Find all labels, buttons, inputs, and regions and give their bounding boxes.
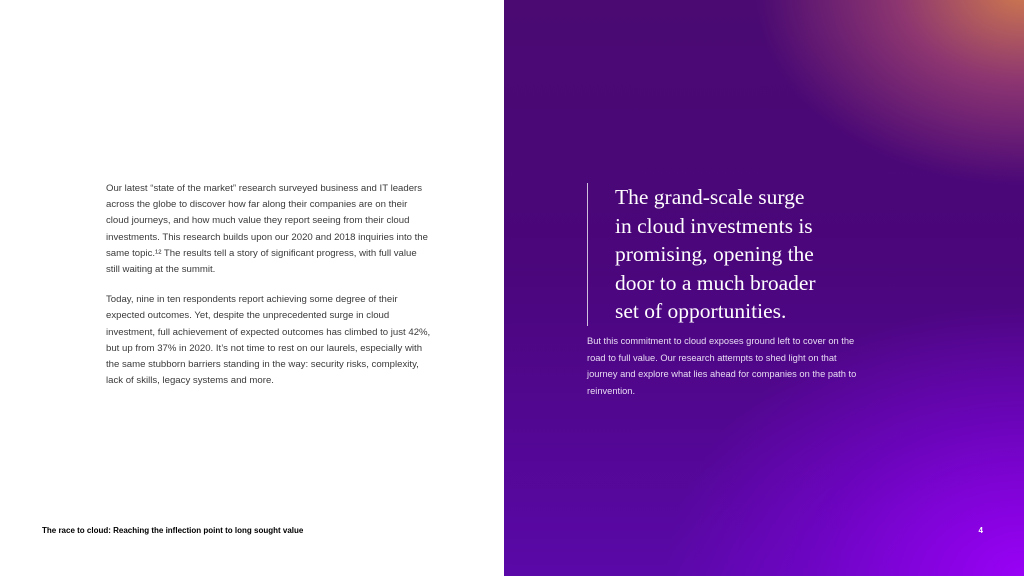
pull-quote-line-5: set of opportunities. <box>615 299 787 324</box>
body-paragraph-2: Today, nine in ten respondents report achieving some degree of their expected outcomes. Yet, despite the unprecedented surge in cloud investment, full achievement of expected outcomes has climbed to just 42%, but up from 37% in 2020. It’s not time to rest on our laurels, especially with the same stubborn barriers standing in the way: security risks, complexity, lack of skills, legacy systems and more. <box>106 294 431 387</box>
right-panel <box>504 0 1024 576</box>
pull-quote-line-4: door to a much broader <box>615 270 816 295</box>
left-panel <box>0 0 504 576</box>
page-number: 4 <box>978 526 983 535</box>
pull-quote-line-1: The grand-scale surge <box>615 185 805 209</box>
pull-quote-line-2: in cloud investments is <box>615 213 813 238</box>
pull-quote <box>587 183 875 326</box>
body-copy <box>106 181 432 403</box>
right-paragraph: But this commitment to cloud exposes ground left to cover on the road to full value. Our research attempts to shed light on that journey and explore what lies ahead for companies on the path to reinvention. <box>587 336 857 396</box>
body-paragraph-1: Our latest “state of the market” research surveyed business and IT leaders across the globe to discover how far along their companies are on their cloud journeys, and how much value they report seeing from their cloud investments. This research builds upon our 2020 and 2018 inquiries into the same topic.¹² The results tell a story of significant progress, with full value still waiting at the summit. <box>106 183 428 276</box>
footer-title: The race to cloud: Reaching the inflection point to long sought value <box>42 526 304 535</box>
pull-quote-line-3: promising, opening the <box>615 242 814 267</box>
